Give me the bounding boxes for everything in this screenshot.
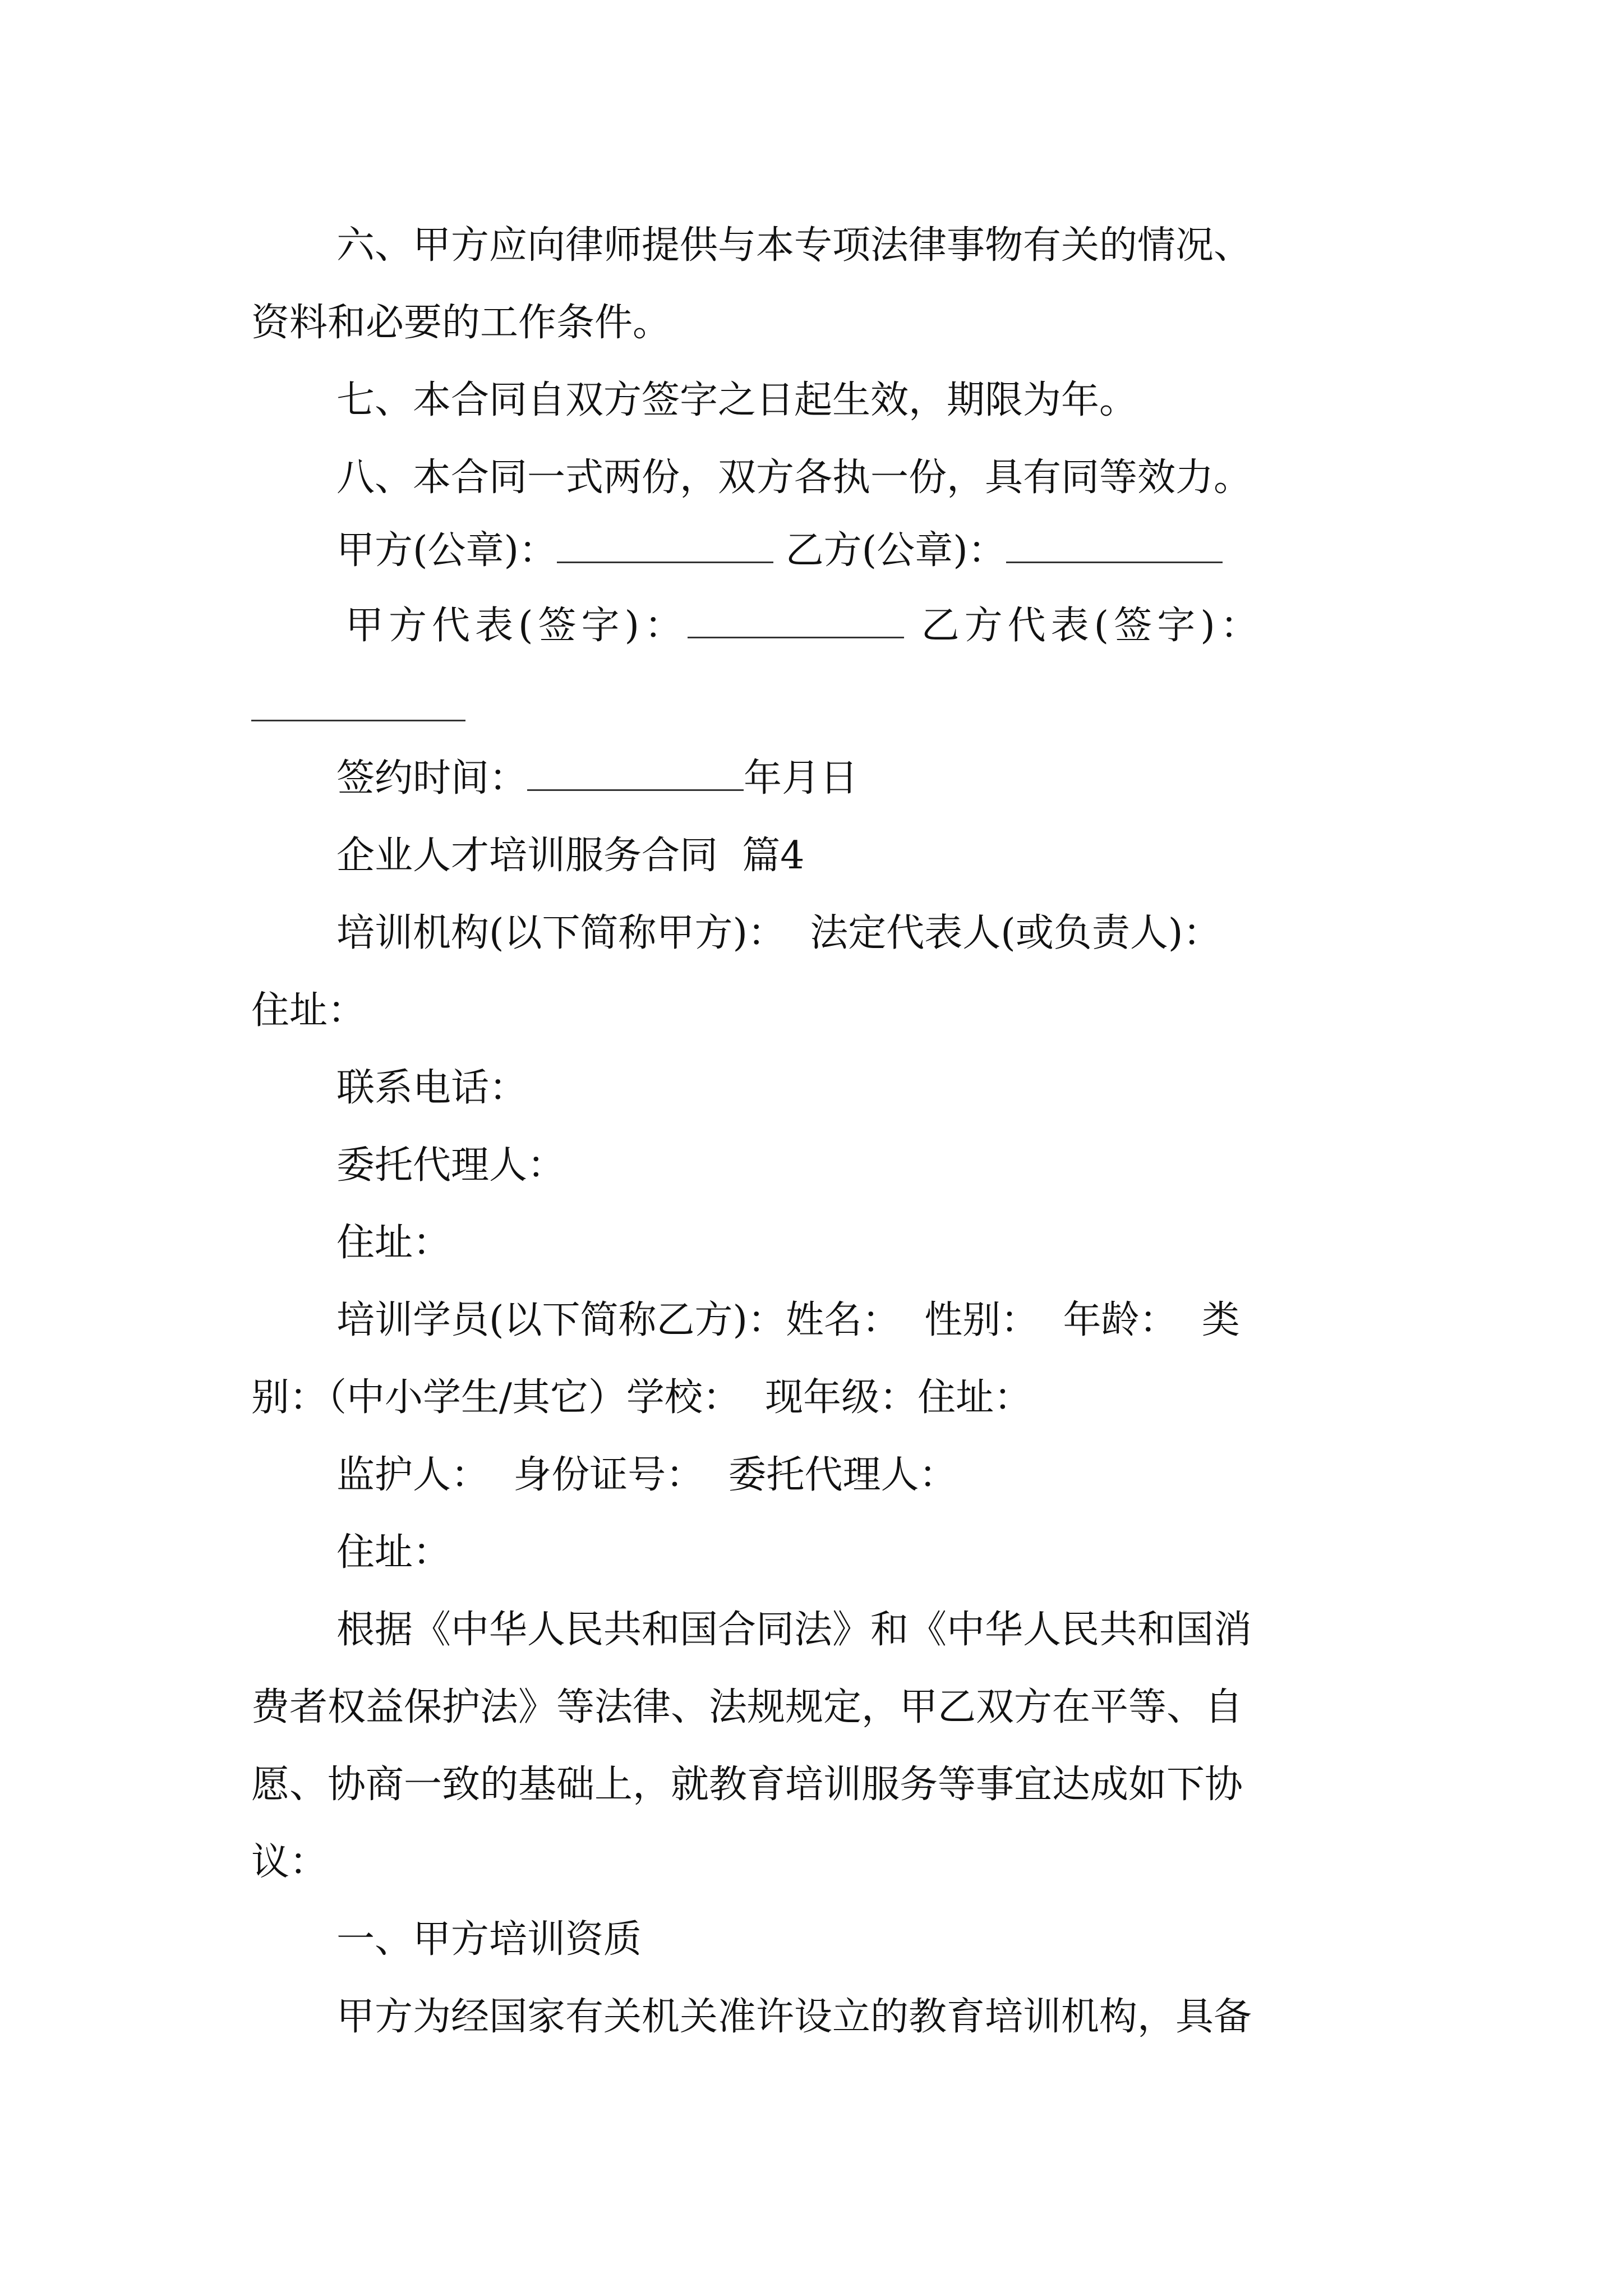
clause-6-line-2: 资料和必要的工作条件。 [251,301,671,345]
party-b-seal-blank [1006,528,1223,563]
sign-date-suffix: 年月日 [744,756,859,800]
party-a-seal-blank [557,528,773,563]
party-a-info: 培训机构(以下简称甲方)： 法定代表人(或负责人)： [336,911,1221,955]
heading-qualification: 一、甲方培训资质 [336,1917,642,1962]
party-a-rep-blank [688,603,904,638]
party-a-address: 住址： [251,988,366,1033]
clause-6-line-1: 六、甲方应向律师提供与本专项法律事物有关的情况、 [336,223,1252,268]
clause-8: 八、本合同一式两份，双方各执一份，具有同等效力。 [336,455,1252,500]
party-a-phone: 联系电话： [336,1066,528,1110]
section-title: 企业人才培训服务合同 篇4 [336,834,805,878]
sign-date-blank [527,756,744,791]
party-a-agent: 委托代理人： [336,1143,566,1188]
preamble-line-2: 费者权益保护法》等法律、法规规定，甲乙双方在平等、自 [251,1685,1243,1729]
party-b-seal-label: 乙方(公章)： [773,528,1006,573]
sign-date-line [336,752,858,806]
party-b-rep-blank [251,720,465,721]
guardian-address: 住址： [336,1530,451,1575]
party-a-seal-label: 甲方(公章)： [336,528,557,573]
party-b-info-line-1: 培训学员(以下简称乙方)：姓名： 性别： 年龄： 类 [336,1298,1240,1342]
party-b-rep-label: 乙方代表(签字)： [904,604,1264,648]
signature-line [345,599,1264,653]
seal-line [336,524,1223,578]
clause-7: 七、本合同自双方签字之日起生效，期限为年。 [336,378,1138,422]
party-a-rep-label: 甲方代表(签字)： [345,604,688,648]
party-a-agent-address: 住址： [336,1221,451,1265]
preamble-line-3: 愿、协商一致的基础上，就教育培训服务等事宜达成如下协 [251,1763,1243,1807]
preamble-line-1: 根据《中华人民共和国合同法》和《中华人民共和国消 [336,1608,1252,1652]
guardian-info: 监护人： 身份证号： 委托代理人： [336,1453,957,1497]
sign-date-label: 签约时间： [336,756,528,800]
preamble-line-4: 议： [251,1840,328,1884]
qualification-text: 甲方为经国家有关机关准许设立的教育培训机构，具备 [336,1995,1252,2039]
party-b-info-line-2: 别：（中小学生/其它）学校： 现年级：住址： [251,1375,1032,1420]
